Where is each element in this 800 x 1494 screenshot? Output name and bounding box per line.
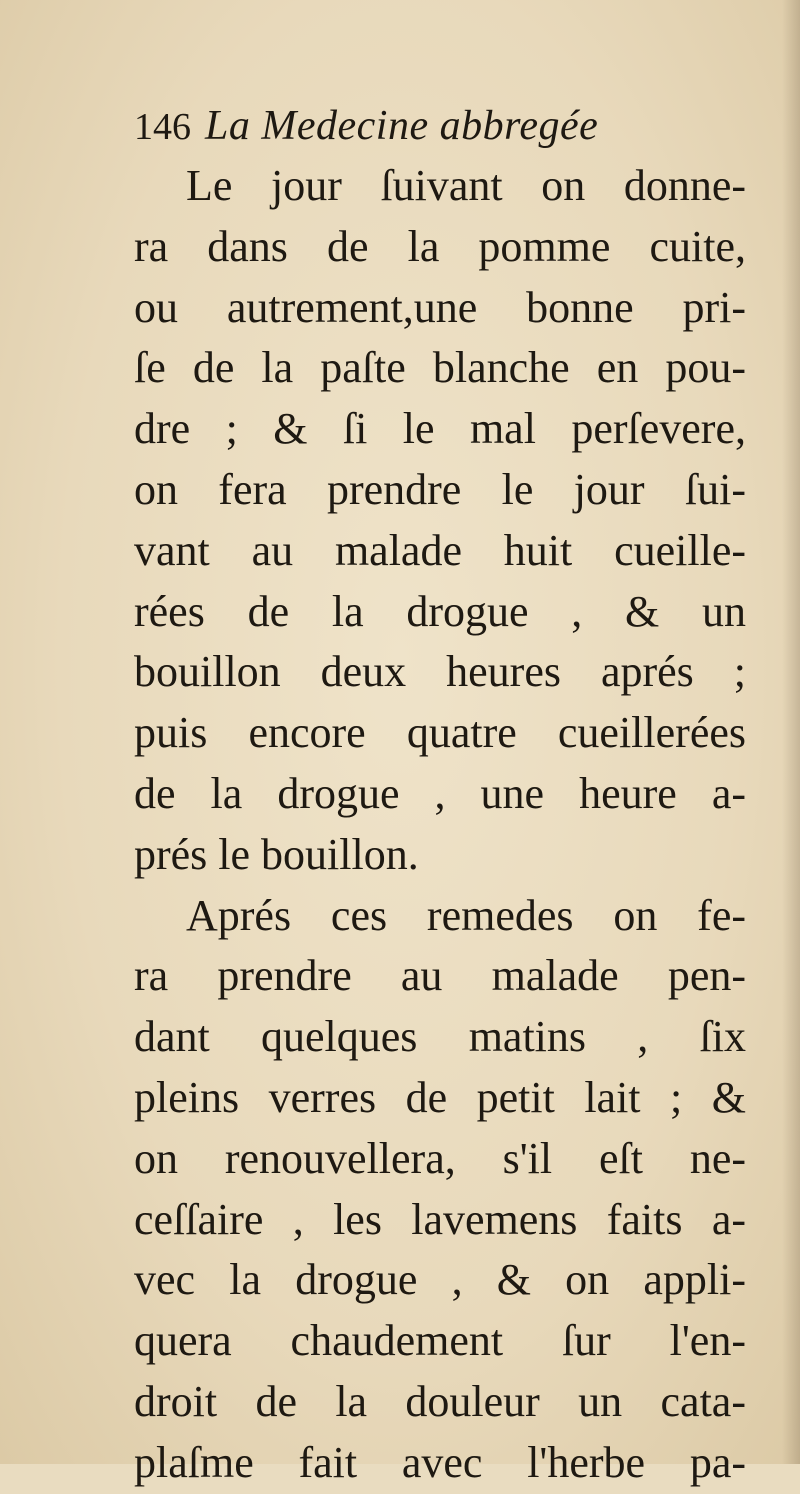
- text-line: prés le bouillon.: [134, 829, 419, 879]
- text-line: Le jour ſuivant on donne-: [186, 161, 746, 210]
- text-line: ra prendre au malade pen-: [134, 951, 746, 1001]
- text-line: vec la drogue , & on appli-: [134, 1255, 746, 1305]
- running-head: [134, 96, 734, 156]
- text-line: on renouvellera, s'il eſt ne-: [134, 1133, 746, 1183]
- text-line: ſe de la paſte blanche en pou-: [134, 343, 746, 393]
- page-number: 146: [134, 106, 191, 148]
- text-line: ra dans de la pomme cuite,: [134, 221, 746, 271]
- text-line: vant au malade huit cueille-: [134, 525, 746, 575]
- text-line: droit de la douleur un cata-: [134, 1376, 746, 1426]
- text-line: de la drogue , une heure a-: [134, 768, 746, 818]
- text-line: puis encore quatre cueillerées: [134, 708, 746, 758]
- text-line: pleins verres de petit lait ; &: [134, 1072, 746, 1122]
- body-text: [134, 156, 746, 1494]
- text-line: bouillon deux heures aprés ;: [134, 647, 746, 697]
- text-line: dant quelques matins , ſix: [134, 1012, 746, 1062]
- text-line: ceſſaire , les lavemens faits a-: [134, 1194, 746, 1244]
- text-line: quera chaudement ſur l'en-: [134, 1316, 746, 1366]
- running-title: La Medecine abbregée: [205, 103, 599, 149]
- text-line: plaſme fait avec l'herbe pa-: [134, 1437, 746, 1487]
- text-line: on fera prendre le jour ſui-: [134, 464, 746, 514]
- page-edge-shadow: [782, 0, 800, 1464]
- text-line: dre ; & ſi le mal perſevere,: [134, 404, 746, 454]
- text-line: ou autrement,une bonne pri-: [134, 282, 746, 332]
- text-line: Aprés ces remedes on fe-: [186, 890, 746, 940]
- text-line: rées de la drogue , & un: [134, 586, 746, 636]
